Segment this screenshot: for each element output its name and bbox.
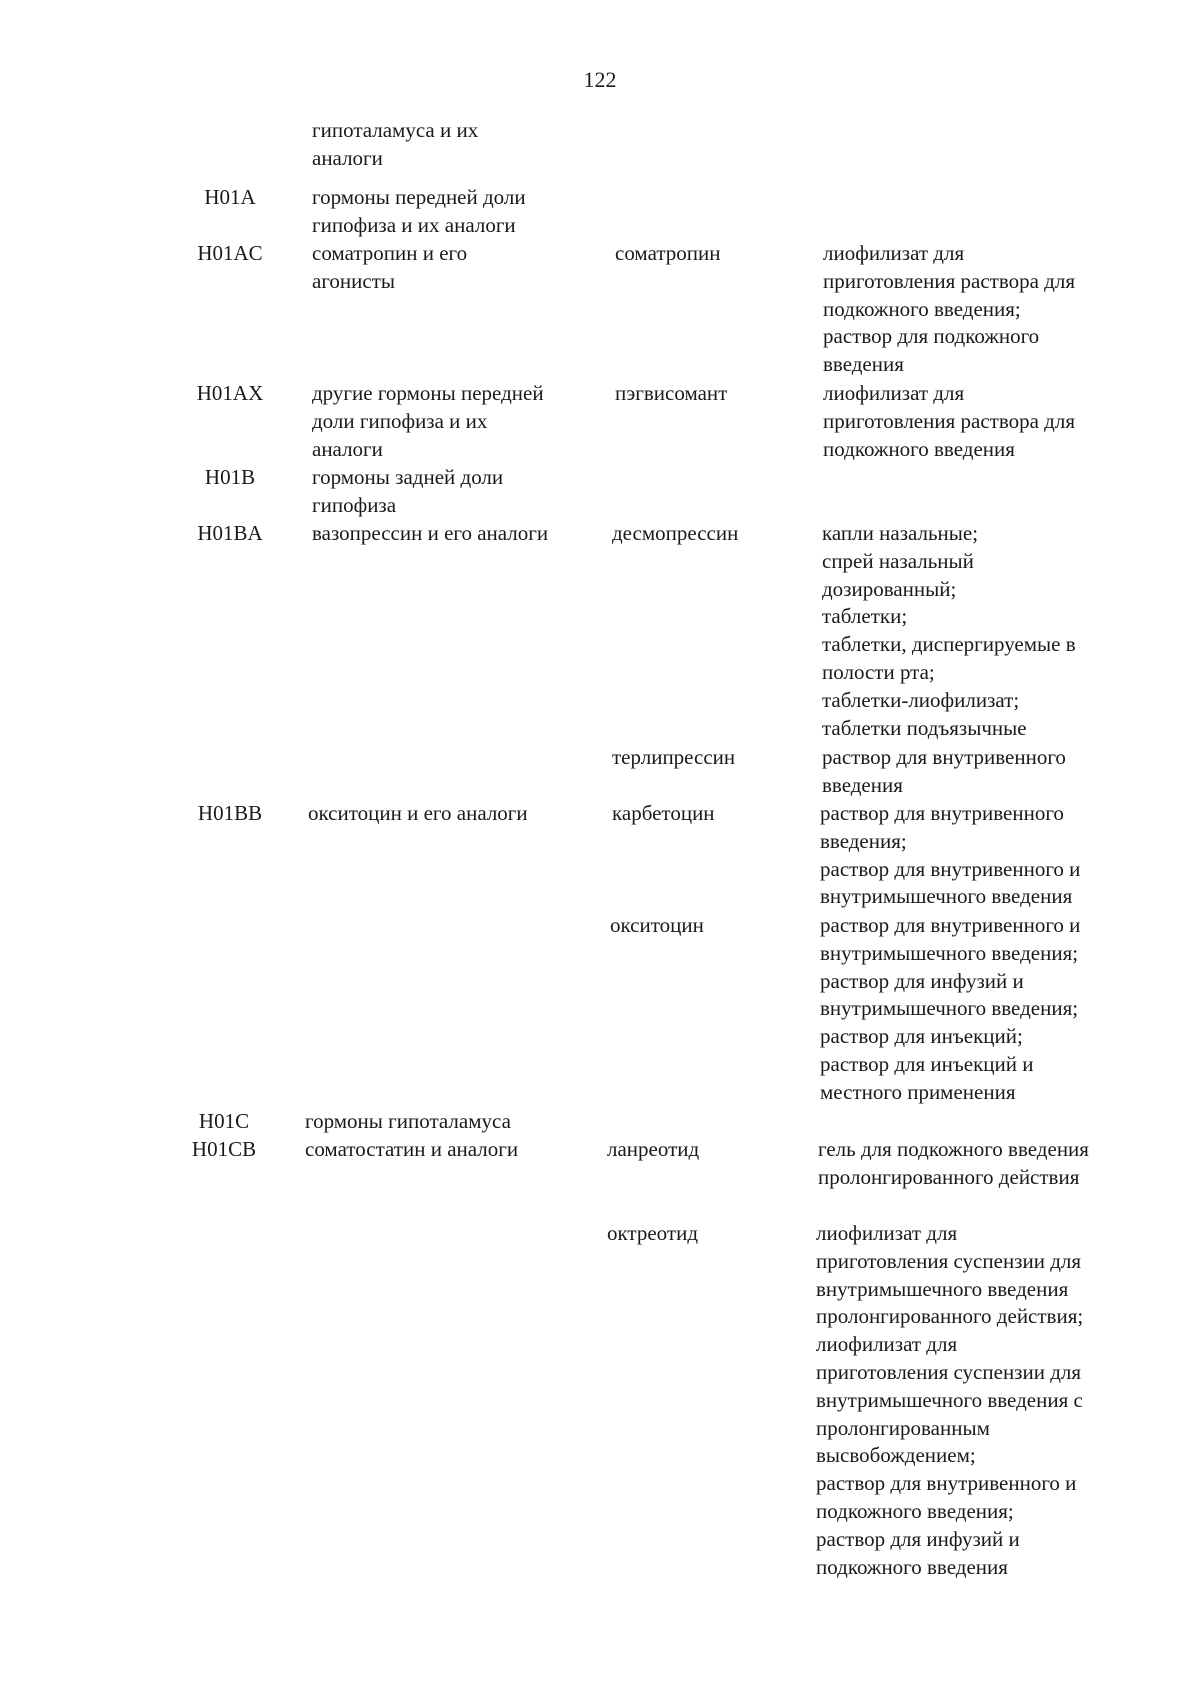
dosage-form-cell: раствор для внутривенного и внутримышечного введения; раствор для инфузий и внутримышечного введения; раствор для инъекций; раствор для инъекций и местного применения [820, 913, 1081, 1104]
atc-code-cell: H01BB [197, 801, 263, 825]
drug-name-cell: терлипрессин [612, 745, 736, 769]
group-cell: вазопрессин и его аналоги [312, 521, 549, 545]
drug-name-cell: десмопрессин [612, 521, 739, 545]
dosage-form-cell: лиофилизат для приготовления раствора для подкожного введения; раствор для подкожного введения [823, 241, 1075, 377]
atc-code-cell: H01A [204, 185, 256, 209]
dosage-form-cell: капли назальные; спрей назальный дозированный; таблетки; таблетки, диспергируемые в полости рта; таблетки-лиофилизат; таблетки подъязычные [822, 521, 1076, 740]
dosage-form-cell: раствор для внутривенного введения [822, 745, 1066, 797]
group-cell: другие гормоны передней доли гипофиза и их аналоги [312, 381, 544, 461]
group-cell: окситоцин и его аналоги [308, 801, 528, 825]
drug-name-cell: окситоцин [610, 913, 704, 937]
group-cell: гипоталамуса и их аналоги [312, 118, 479, 170]
atc-code-cell: H01AX [196, 381, 264, 405]
dosage-form-cell: раствор для внутривенного введения; раствор для внутривенного и внутримышечного введения [820, 801, 1081, 909]
atc-code-cell: H01BA [197, 521, 263, 545]
group-cell: гормоны гипоталамуса [305, 1109, 511, 1133]
atc-code-cell: H01B [204, 465, 256, 489]
dosage-form-cell: гель для подкожного введения пролонгированного действия [818, 1137, 1089, 1189]
drug-name-cell: пэгвисомант [615, 381, 728, 405]
group-cell: гормоны задней доли гипофиза [312, 465, 504, 517]
drug-name-cell: октреотид [607, 1221, 699, 1245]
dosage-form-cell: лиофилизат для приготовления раствора для подкожного введения [823, 381, 1075, 461]
group-cell: гормоны передней доли гипофиза и их аналоги [312, 185, 526, 237]
group-cell: соматропин и его агонисты [312, 241, 468, 293]
atc-code-cell: H01CB [191, 1137, 257, 1161]
drug-name-cell: ланреотид [607, 1137, 700, 1161]
page-number: 122 [583, 67, 617, 92]
atc-code-cell: H01AC [197, 241, 263, 265]
dosage-form-cell: лиофилизат для приготовления суспензии для внутримышечного введения пролонгированного действия; лиофилизат для приготовления суспензии для внутримышечного введения с пролонгированным высвобождением; раствор для внутривенного и подкожного введения; раствор для инфузий и подкожного введения [816, 1221, 1084, 1579]
group-cell: соматостатин и аналоги [305, 1137, 519, 1161]
drug-name-cell: соматропин [615, 241, 721, 265]
atc-code-cell: H01C [198, 1109, 250, 1133]
drug-name-cell: карбетоцин [612, 801, 715, 825]
